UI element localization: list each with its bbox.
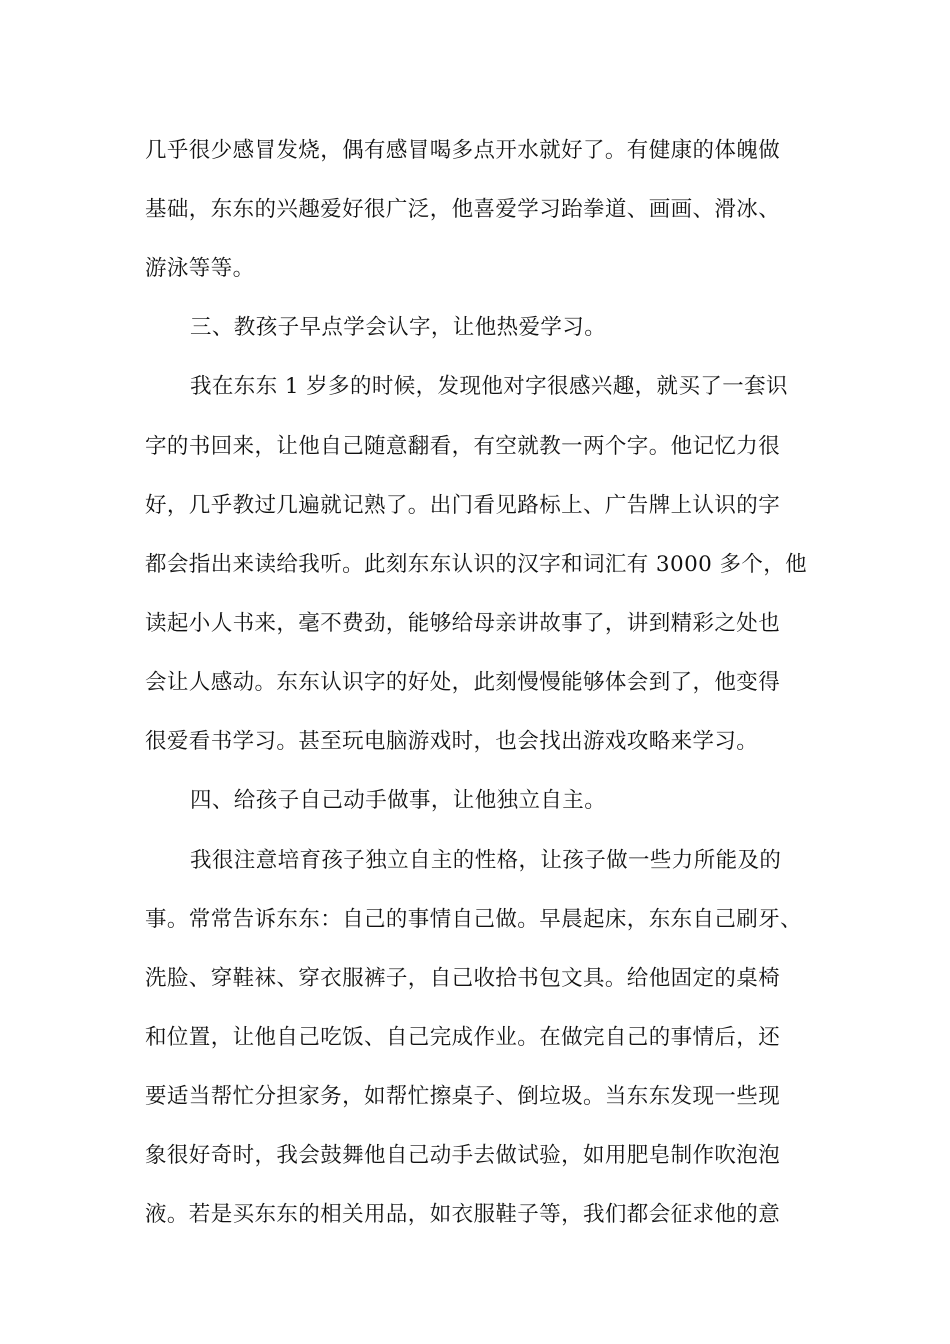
text-line: 会让人感动。东东认识字的好处，此刻慢慢能够体会到了，他变得 bbox=[145, 670, 781, 695]
text-line: 基础，东东的兴趣爱好很广泛，他喜爱学习跆拳道、画画、滑冰、 bbox=[145, 197, 781, 222]
text-line: 读起小人书来，毫不费劲，能够给母亲讲故事了，讲到精彩之处也 bbox=[145, 611, 781, 636]
text-line: 和位置，让他自己吃饭、自己完成作业。在做完自己的事情后，还 bbox=[145, 1025, 781, 1050]
text-line: 洗脸、穿鞋袜、穿衣服裤子，自己收拾书包文具。给他固定的桌椅 bbox=[145, 966, 781, 991]
text-line: 游泳等等。 bbox=[145, 256, 255, 281]
section-heading: 三、教孩子早点学会认字，让他热爱学习。 bbox=[190, 315, 607, 340]
section-heading: 四、给孩子自己动手做事，让他独立自主。 bbox=[190, 788, 607, 813]
text-line: 液。若是买东东的相关用品，如衣服鞋子等，我们都会征求他的意 bbox=[145, 1202, 781, 1227]
text-line: 象很好奇时，我会鼓舞他自己动手去做试验，如用肥皂制作吹泡泡 bbox=[145, 1143, 781, 1168]
text-line: 我很注意培育孩子独立自主的性格，让孩子做一些力所能及的 bbox=[190, 848, 782, 873]
text-line: 都会指出来读给我听。此刻东东认识的汉字和词汇有 3000 多个，他 bbox=[145, 552, 808, 577]
text-line: 我在东东 1 岁多的时候，发现他对字很感兴趣，就买了一套识 bbox=[190, 374, 788, 399]
text-line: 好，几乎教过几遍就记熟了。出门看见路标上、广告牌上认识的字 bbox=[145, 493, 781, 518]
text-line: 事。常常告诉东东：自己的事情自己做。早晨起床，东东自己刷牙、 bbox=[145, 907, 803, 932]
text-line: 很爱看书学习。甚至玩电脑游戏时，也会找出游戏攻略来学习。 bbox=[145, 729, 759, 754]
text-line: 几乎很少感冒发烧，偶有感冒喝多点开水就好了。有健康的体魄做 bbox=[145, 138, 781, 163]
text-line: 字的书回来，让他自己随意翻看，有空就教一两个字。他记忆力很 bbox=[145, 434, 781, 459]
text-line: 要适当帮忙分担家务，如帮忙擦桌子、倒垃圾。当东东发现一些现 bbox=[145, 1084, 781, 1109]
